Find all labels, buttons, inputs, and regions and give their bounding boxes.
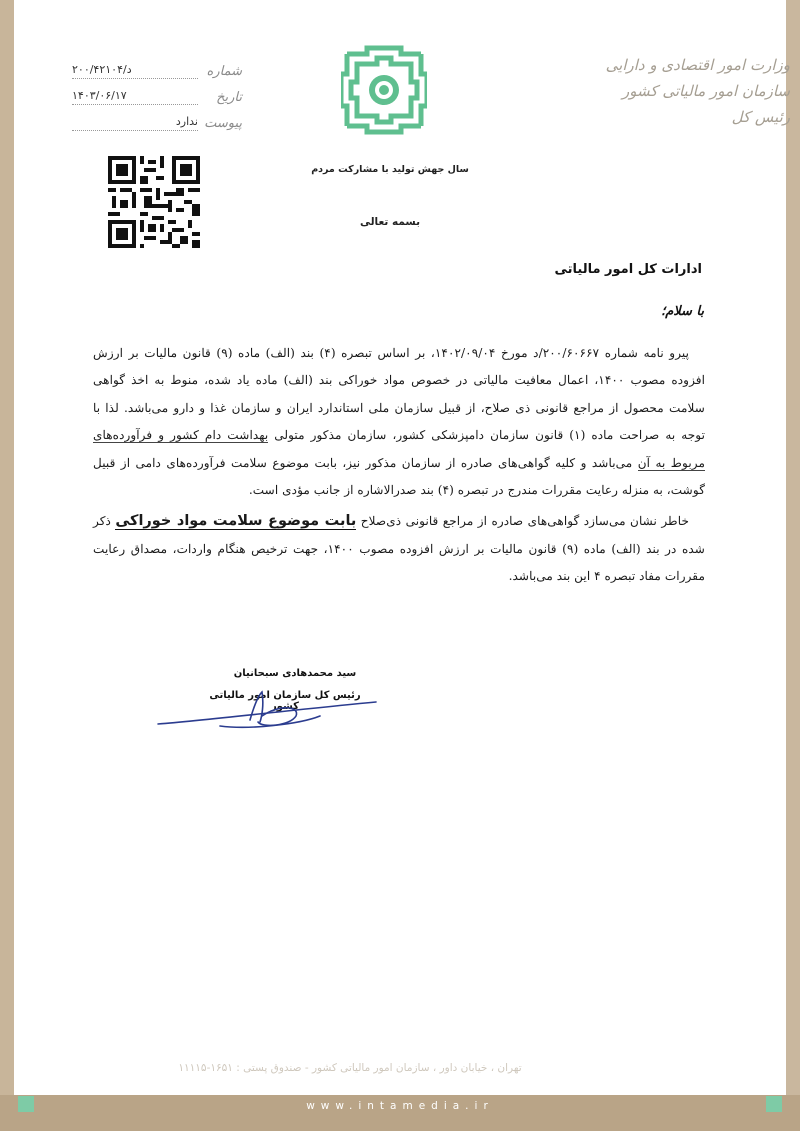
date-label: تاریخ <box>216 89 242 105</box>
highlighted-phrase: بابت موضوع سلامت مواد خوراکی <box>115 513 357 530</box>
paragraph-1-text-cont: می‌باشد و کلیه گواهی‌های صادره از سازمان مذکور نیز، بابت موضوع سلامت فرآورده‌های دامی از قبیل گوشت، به منزله رعایت مقررات مندرج در تبصره (۴) بند صدرالاشاره از جانب مؤدی است. <box>93 455 705 498</box>
footer-website-link[interactable]: www.intamedia.ir <box>306 1100 494 1112</box>
footer-square-right-icon <box>766 1096 782 1112</box>
letter-body <box>93 340 705 591</box>
paragraph-2-text-cont: ذکر شده در بند (الف) ماده (۹) قانون مالیات بر ارزش افزوده مصوب ۱۴۰۰، جهت ترخیص هنگام واردات، مصداق رعایت مقررات مفاد تبصره ۴ این بند می‌باشد. <box>93 514 705 584</box>
attachment-value: ندارد <box>72 115 198 131</box>
page-frame-left <box>0 0 14 1131</box>
addressee: ادارات کل امور مالیاتی <box>554 262 702 277</box>
number-label: شماره <box>206 63 242 79</box>
signatory-title: رئیس کل سازمان امور مالیاتی کشور <box>209 690 361 712</box>
tax-organization-logo-icon <box>341 44 427 136</box>
year-slogan: سال جهش تولید با مشارکت مردم <box>311 164 469 175</box>
footer-square-left-icon <box>18 1096 34 1112</box>
attachment-label: پیوست <box>204 115 242 131</box>
organization-line: سازمان امور مالیاتی کشور <box>622 82 790 100</box>
ministry-line: وزارت امور اقتصادی و دارایی <box>605 56 790 74</box>
footer-address: تهران ، خیابان داور ، سازمان امور مالیاتی کشور - صندوق پستی : ۱۶۵۱-۱۱۱۱۵ <box>178 1062 522 1074</box>
invocation-heading: بسمه تعالی <box>359 216 421 228</box>
ministry-heading <box>590 52 790 130</box>
greeting: با سلام؛ <box>661 304 704 319</box>
attachment-row <box>72 110 242 136</box>
letter-date-row <box>72 84 242 110</box>
handwritten-signature-icon <box>150 686 390 736</box>
letter-date: ۱۴۰۳/۰۶/۱۷ <box>72 89 198 105</box>
body-paragraph-2 <box>93 508 705 590</box>
signatory-name: سید محمدهادی سبحانیان <box>233 668 357 679</box>
paragraph-1-text: پیرو نامه شماره ۲۰۰/۶۰۶۶۷/د مورخ ۱۴۰۲/۰۹/۰۴، بر اساس تبصره (۴) بند (الف) ماده (۹) قانون مالیات بر ارزش افزوده مصوب ۱۴۰۰، اعمال معافیت مالیاتی در خصوص مواد خوراکی بند (الف) ماده یاد شده، منوط به اخذ گواهی سلامت محصول از مراجع قانونی ذی صلاح، از قبیل سازمان ملی استاندارد ایران و سازمان غذا و دارو می‌باشد. لذا با توجه به صراحت ماده (۱) قانون سازمان دامپزشکی کشور، سازمان مذکور متولی <box>93 346 706 443</box>
position-line: رئیس کل <box>731 108 790 126</box>
letter-number: ۲۰۰/۴۲۱۰۴/د <box>72 63 198 79</box>
paragraph-2-text: خاطر نشان می‌سازد گواهی‌های صادره از مراجع قانونی ذی‌صلاح <box>360 514 689 529</box>
letter-metadata <box>72 58 242 136</box>
page-frame-right <box>786 0 800 1131</box>
qr-code-icon[interactable] <box>108 156 200 248</box>
letter-number-row <box>72 58 242 84</box>
underlined-phrase: بهداشت دام کشور و فرآورده‌های مربوط به آن <box>93 428 705 470</box>
body-paragraph-1 <box>93 340 705 504</box>
